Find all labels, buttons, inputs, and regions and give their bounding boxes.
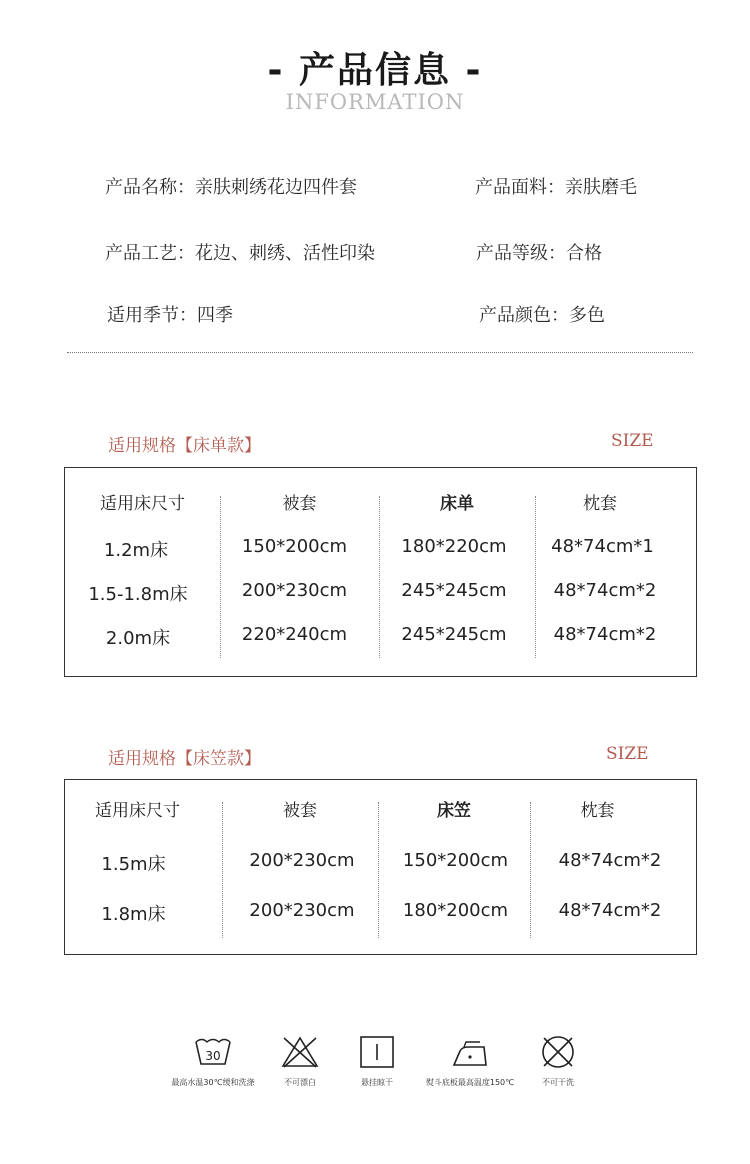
info-season: 适用季节：四季	[107, 305, 233, 326]
section-divider	[67, 352, 693, 353]
table-cell: 1.5-1.8m床	[88, 584, 188, 605]
care-label: 不可干洗	[542, 1078, 574, 1087]
page-title: - 产品信息 -	[267, 50, 483, 91]
fitted-size-table	[64, 779, 697, 955]
header-cell: 床单	[440, 494, 474, 514]
sheet-size-table	[64, 467, 697, 677]
header-cell: 适用床尺寸	[100, 494, 185, 514]
care-item-iron	[418, 1034, 522, 1088]
table-cell: 180*220cm	[401, 536, 507, 557]
care-label: 熨斗底板最高温度150℃	[425, 1078, 515, 1087]
care-item-line-dry	[347, 1034, 407, 1088]
table-cell: 1.2m床	[103, 540, 169, 561]
header-cell: 被套	[283, 801, 317, 821]
table-cell: 150*200cm	[241, 536, 348, 557]
table-cell: 48*74cm*2	[558, 900, 662, 921]
fitted-section-size-label: SIZE	[606, 744, 649, 764]
table-cell: 1.5m床	[101, 854, 166, 875]
header-cell: 床笠	[437, 801, 471, 821]
care-label: 悬挂晾干	[361, 1078, 393, 1087]
header-cell: 适用床尺寸	[95, 801, 180, 821]
sheet-section-size-label: SIZE	[611, 431, 654, 451]
table-cell: 48*74cm*2	[553, 624, 657, 645]
header-cell: 被套	[282, 494, 317, 514]
no-bleach-icon	[280, 1034, 320, 1070]
care-item-no-dry-clean	[532, 1034, 584, 1088]
table-cell: 200*230cm	[241, 580, 348, 601]
care-label: 不可漂白	[284, 1078, 316, 1087]
table-cell: 48*74cm*2	[553, 580, 657, 601]
page-subtitle: INFORMATION	[285, 90, 465, 114]
table-cell: 200*230cm	[249, 900, 355, 921]
table-cell: 48*74cm*1	[551, 536, 654, 557]
wash-30-icon	[193, 1034, 233, 1070]
info-product-fabric: 产品面料：亲肤磨毛	[475, 177, 637, 198]
wash-temp-text: 30	[205, 1049, 221, 1063]
care-item-wash	[163, 1034, 263, 1088]
info-product-name: 产品名称：亲肤刺绣花边四件套	[105, 177, 357, 198]
header-cell: 枕套	[583, 494, 617, 514]
sheet-section-title: 适用规格【床单款】	[108, 436, 261, 456]
table-cell: 1.8m床	[101, 904, 166, 925]
table-cell: 245*245cm	[401, 624, 507, 645]
table-cell: 220*240cm	[241, 624, 348, 645]
table-cell: 245*245cm	[401, 580, 507, 601]
table-cell: 2.0m床	[105, 628, 171, 649]
table-cell: 200*230cm	[249, 850, 355, 871]
info-color: 产品颜色：多色	[479, 305, 605, 326]
info-product-grade: 产品等级：合格	[476, 243, 602, 264]
info-product-craft: 产品工艺：花边、刺绣、活性印染	[105, 243, 375, 264]
no-dry-clean-icon	[538, 1034, 578, 1070]
table-cell: 180*200cm	[402, 900, 509, 921]
header-cell: 枕套	[580, 801, 615, 821]
line-dry-icon	[357, 1034, 397, 1070]
table-cell: 48*74cm*2	[558, 850, 662, 871]
care-item-no-bleach	[268, 1034, 332, 1088]
fitted-section-title: 适用规格【床笠款】	[108, 749, 261, 769]
table-cell: 150*200cm	[402, 850, 509, 871]
iron-icon	[450, 1034, 490, 1070]
care-label: 最高水温30℃缓和洗涤	[171, 1078, 255, 1087]
